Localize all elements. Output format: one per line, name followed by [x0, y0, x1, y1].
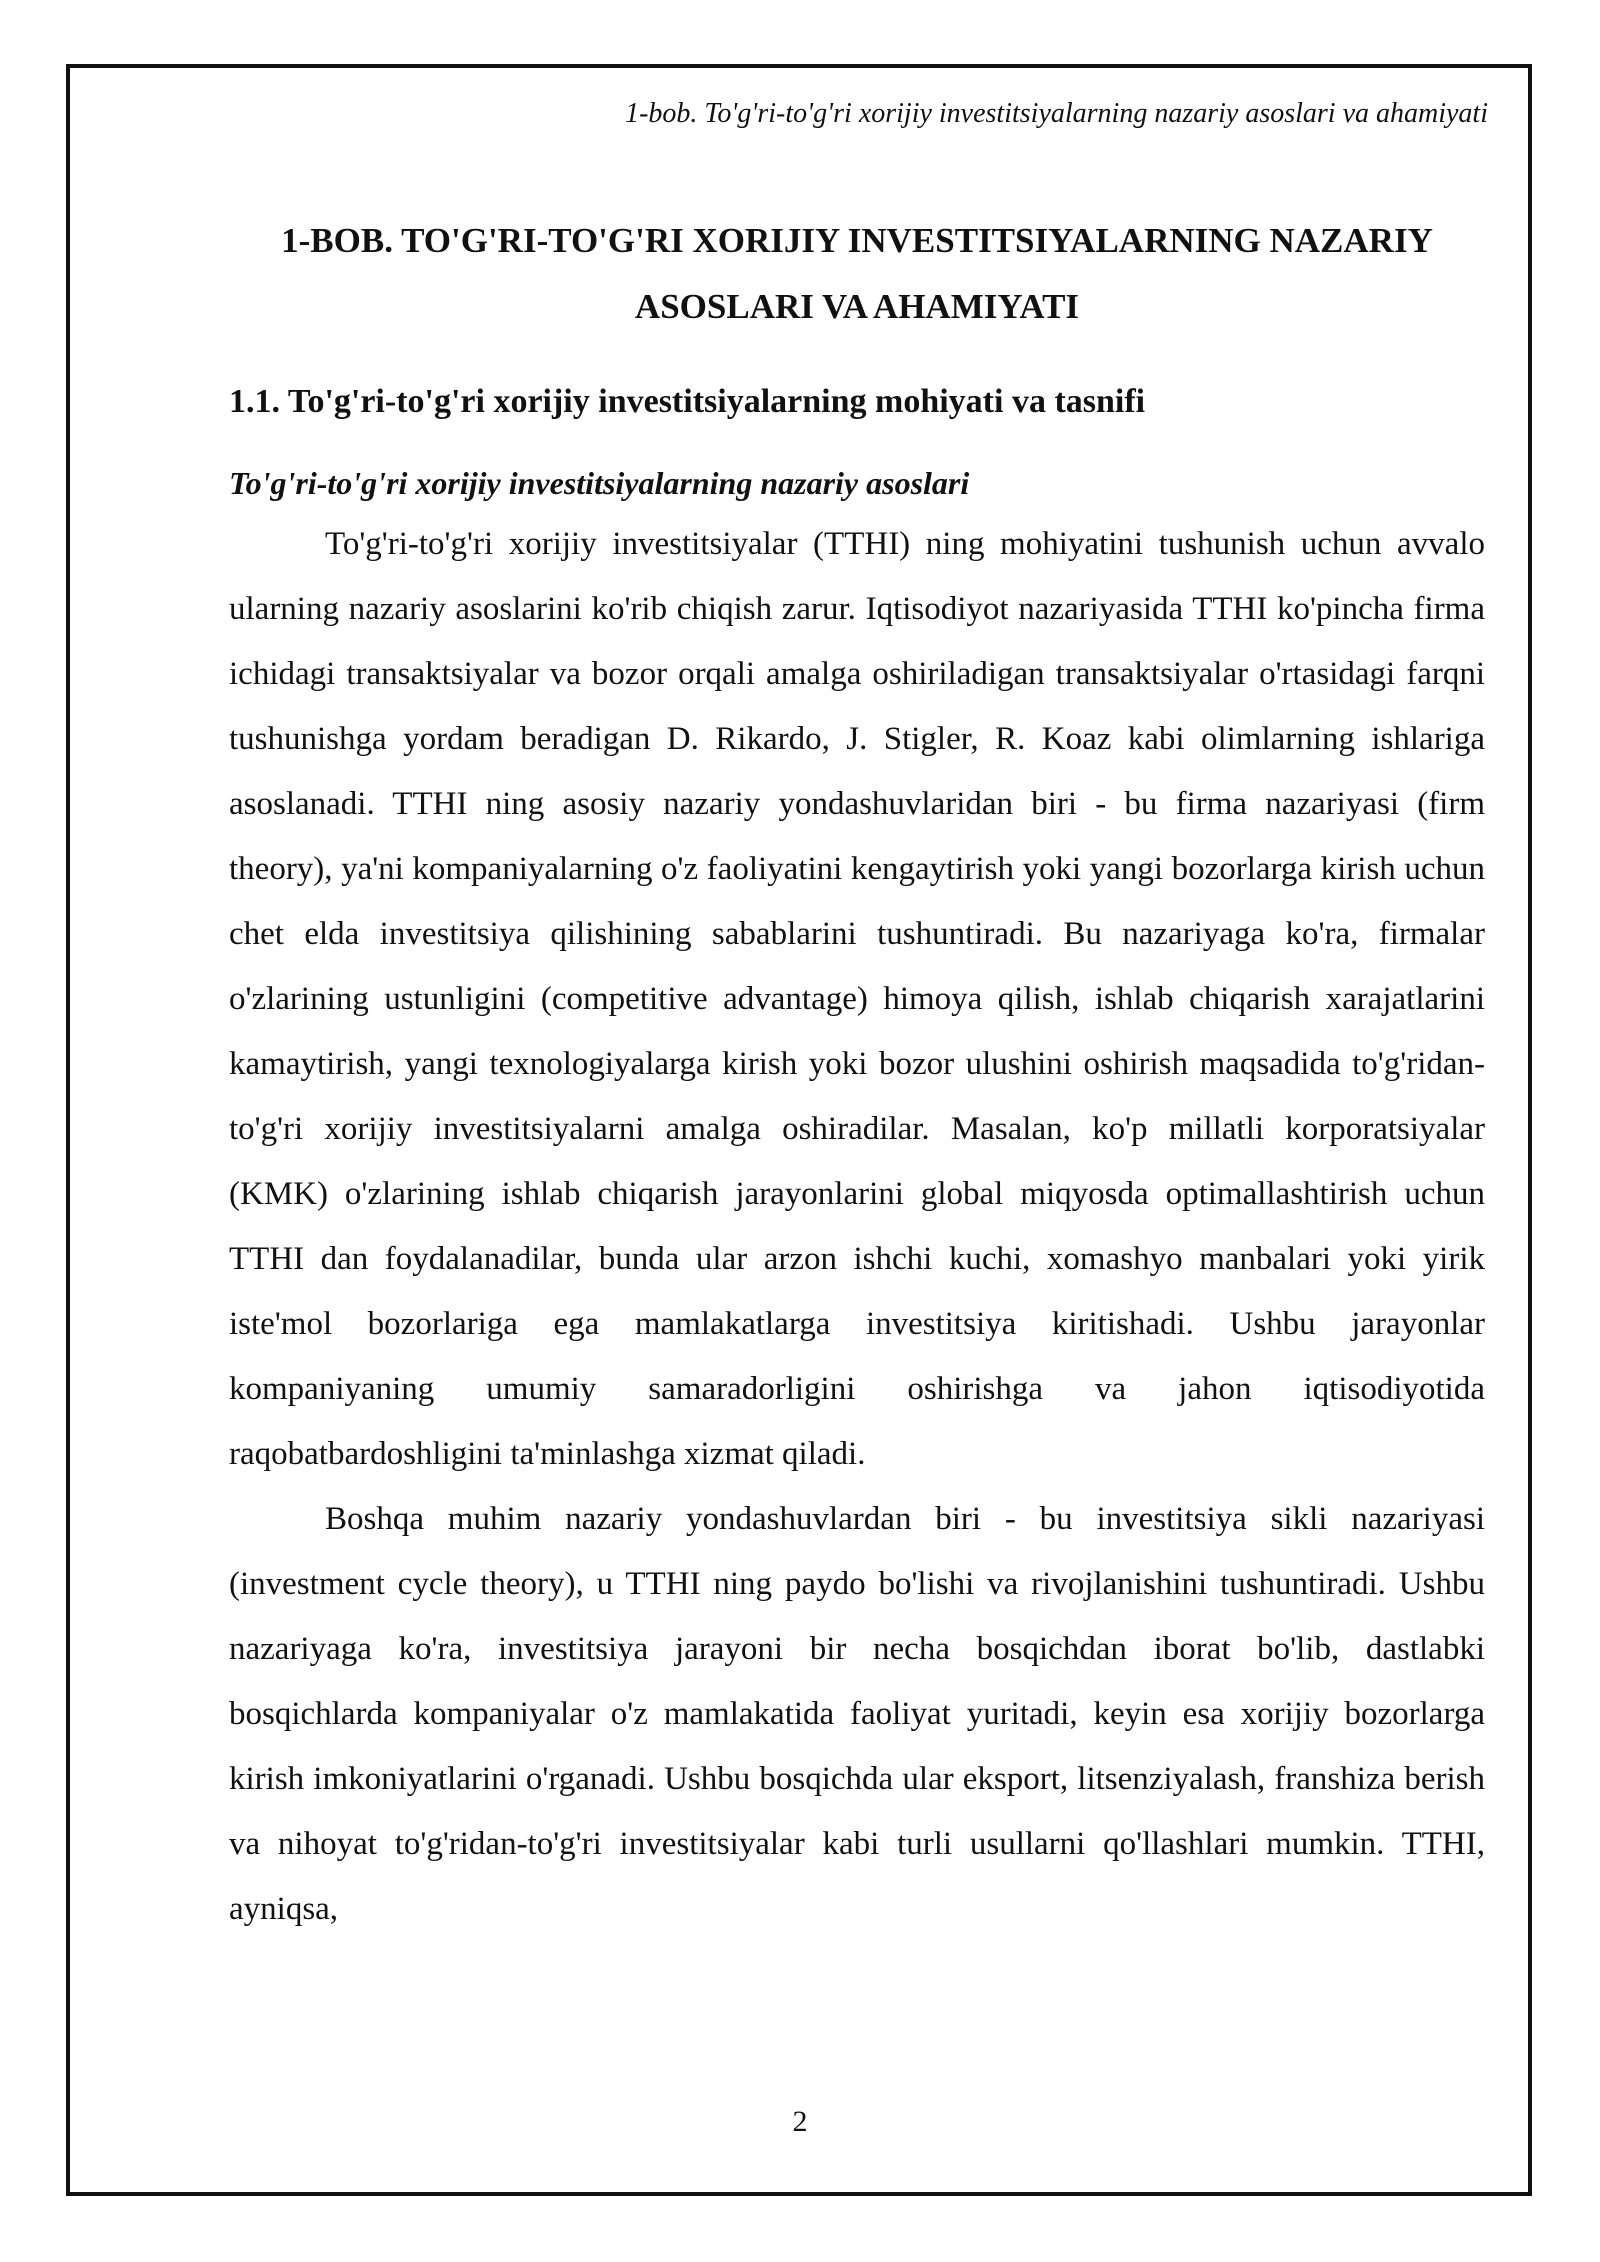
chapter-title: 1-BOB. TO'G'RI-TO'G'RI XORIJIY INVESTITSIYALARNING NAZARIY ASOSLARI VA AHAMIYATI: [281, 221, 1433, 326]
paragraph: Boshqa muhim nazariy yondashuvlardan biri - bu investitsiya sikli nazariyasi (investment cycle theory), u TTHI ning paydo bo'lishi va rivojlanishini tushuntiradi. Ushbu nazariyaga ko'ra, investitsiya jarayoni bir necha bosqichdan iborat bo'lib, dastlabki bosqichlarda kompaniyalar o'z mamlakatida faoliyat yuritadi, keyin esa xorijiy bozorlarga kirish imkoniyatlarini o'rganadi. Ushbu bosqichda ular eksport, litsenziyalash, franshiza berish va nihoyat to'g'ridan-to'g'ri investitsiyalar kabi turli usullarni qo'llashlari mumkin. TTHI, ayniqsa,: [229, 1501, 1485, 1927]
subsection-title: To'g'ri-to'g'ri xorijiy investitsiyalarning nazariy asoslari: [229, 465, 970, 501]
section-title: 1.1. To'g'ri-to'g'ri xorijiy investitsiyalarning mohiyati va tasnifi: [229, 383, 1146, 420]
paragraph: To'g'ri-to'g'ri xorijiy investitsiyalar (TTHI) ning mohiyatini tushunish uchun avvalo ularning nazariy asoslarini ko'rib chiqish zarur. Iqtisodiyot nazariyasida TTHI ko'pincha firma ichidagi transaktsiyalar va bozor orqali amalga oshiriladigan transaktsiyalar o'rtasidagi farqni tushunishga yordam beradigan D. Rikardo, J. Stigler, R. Koaz kabi olimlarning ishlariga asoslanadi. TTHI ning asosiy nazariy yondashuvlaridan biri - bu firma nazariyasi (firm theory), ya'ni kompaniyalarning o'z faoliyatini kengaytirish yoki yangi bozorlarga kirish uchun chet elda investitsiya qilishining sabablarini tushuntiradi. Bu nazariyaga ko'ra, firmalar o'zlarining ustunligini (competitive advantage) himoya qilish, ishlab chiqarish xarajatlarini kamaytirish, yangi texnologiyalarga kirish yoki bozor ulushini oshirish maqsadida to'g'ridan-to'g'ri xorijiy investitsiyalarni amalga oshiradilar. Masalan, ko'p millatli korporatsiyalar (KMK) o'zlarining ishlab chiqarish jarayonlarini global miqyosda optimallashtirish uchun TTHI dan foydalanadilar, bunda ular arzon ishchi kuchi, xomashyo manbalari yoki yirik iste'mol bozorlariga ega mamlakatlarga investitsiya kiritishadi. Ushbu jarayonlar kompaniyaning umumiy samaradorligini oshirishga va jahon iqtisodiyotida raqobatbardoshligini ta'minlashga xizmat qiladi.: [229, 526, 1485, 1472]
page-number: 2: [792, 2105, 808, 2138]
running-header: 1-bob. To'g'ri-to'g'ri xorijiy investitsiyalarning nazariy asoslari va ahamiyati: [625, 98, 1488, 129]
document-body: [229, 208, 1485, 1942]
